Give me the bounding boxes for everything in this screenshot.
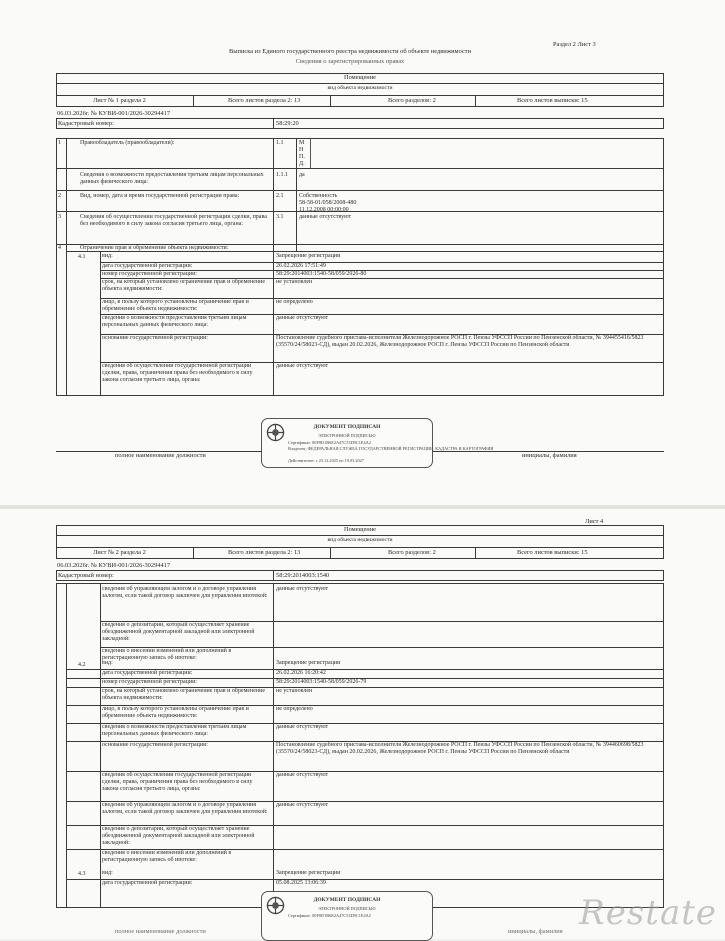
row-value: 05.08.2025 13:06:39 [276, 880, 326, 886]
row-label: номер государственной регистрации: [102, 679, 197, 685]
row-value: не установлен [276, 279, 313, 285]
row-label: основание государственной регистрации: [102, 335, 208, 341]
right-registration-label: Вид, номер, дата и время государственной регистрации права: [80, 193, 240, 199]
row-label: сведения о возможности предоставления третьим лицам персональных данных физического лица: [102, 724, 247, 737]
row-label: сведения об осуществлении государственной регистрации сделки, права, ограничения права без необходимого в силу закона согласия третьего лица, органа: [102, 363, 253, 383]
row-label: сведения о возможности предоставления третьим лицам персональных данных физического лица: [102, 315, 247, 328]
row-divider [66, 669, 664, 670]
row-label: срок, на который установлено ограничение прав и обременение объекта недвижимости: [102, 279, 265, 292]
sheet-label: Лист 4 [585, 518, 604, 525]
stamp-line-1: ЭЛЕКТРОННОЙ ПОДПИСЬЮ [318, 433, 376, 438]
row-label: номер государственной регистрации: [102, 271, 197, 277]
stamp-line-3: Владелец: ФЕДЕРАЛЬНАЯ СЛУЖБА ГОСУДАРСТВЕННОЙ РЕГИСТРАЦИИ, КАДАСТРА И КАРТОГРАФИИ [288, 446, 494, 451]
row-label: сведения об осуществлении государственной регистрации сделки, права, ограничения права без необходимого в силу закона согласия третьего лица, органа: [102, 772, 253, 792]
row-label: сведения о внесении изменений или дополнений в регистрационную запись об ипотеке: [102, 648, 232, 661]
row-value: Запрещение регистрации [276, 253, 341, 259]
row-value: Запрещение регистрации [276, 870, 341, 876]
stamp-title: ДОКУМЕНТ ПОДПИСАН [313, 897, 381, 903]
row-label: вид: [102, 870, 113, 876]
row-3-number: 3 [58, 214, 61, 220]
object-type-caption: вид объекта недвижимости [327, 537, 393, 543]
row-divider [66, 741, 664, 742]
consent-label: Сведения об осуществлении государственной регистрации сделки, права без необходимого в силу закона согласия третьего лица, органа: [80, 214, 267, 227]
sheet-number: Лист № 2 раздела 2 [93, 549, 146, 556]
personal-data-label: Сведения о возможности предоставления третьим лицам персональных данных физического лица: [80, 172, 264, 185]
encumbrance-4-1-number: 4.1 [78, 254, 86, 260]
row-value: данные отсутствуют [276, 586, 329, 592]
right-registration-sub-number: 2.1 [276, 193, 284, 199]
row-divider [100, 262, 664, 263]
date-number: 06.03.2026г. № КУВИ-001/2026-30294417 [57, 110, 171, 117]
total-sheets-section: Всего листов раздела 2: 13 [228, 549, 301, 556]
row-value: Постановление судебного пристава-исполнителя Железнодорожное РОСП г. Пензы УФССП России по Пензенской области, № 394455416/5823 (35570/24/58023-СД), выдан 20.02.2026, Железнодорожное РОСП г. Пензы УФССП России по Пензенской области [276, 335, 644, 348]
row-divider [100, 270, 664, 271]
row-label: сведения об управляющем залогом и о договоре управления залогом, если такой договор заключен для управления ипотекой: [102, 586, 268, 599]
row-value: не определено [276, 299, 313, 305]
personal-data-value: да [299, 172, 305, 178]
document-title: Выписка из Единого государственного реестра недвижимости об объекте недвижимости [228, 48, 471, 55]
row-value: данные отсутствуют [276, 772, 329, 778]
encumbrance-4-2-number: 4.2 [78, 662, 86, 668]
row-divider [66, 771, 664, 772]
row-divider [100, 647, 664, 648]
row-divider [66, 723, 664, 724]
personal-data-sub-number: 1.1.1 [276, 172, 288, 178]
consent-sub-number: 3.1 [276, 214, 284, 220]
row-label: сведения об управляющем залогом и о договоре управления залогом, если такой договор заключен для управления ипотекой: [102, 802, 268, 815]
restate-watermark: Restate [579, 893, 717, 933]
footer-position-caption: полное наименование должности [115, 452, 206, 459]
row-value: 58:29:2014003:1540-58/059/2026-79 [276, 679, 367, 685]
row-1-number: 1 [58, 140, 61, 146]
cadastral-value: 58:29:20 [276, 120, 299, 127]
total-sheets-section: Всего листов раздела 2: 13 [228, 97, 301, 104]
holder-value: М Н П. Д. [299, 140, 305, 167]
extract-page-2 [0, 509, 725, 939]
row-value: данные отсутствуют [276, 724, 329, 730]
row-divider [66, 678, 664, 679]
row-value: Постановление судебного пристава-исполнителя Железнодорожное РОСП г. Пензы УФССП России по Пензенской области, № 394460698/5823 (35570/24/58023-СД), выдан 20.02.2026, Железнодорожное РОСП г. Пензы УФССП России по Пензенской области [276, 742, 644, 755]
row-label: дата государственной регистрации: [102, 880, 193, 886]
section-sheet-label: Раздел 2 Лист 3 [553, 41, 596, 48]
row-divider [100, 334, 664, 335]
total-sections: Всего разделов: 2 [388, 97, 436, 104]
row-value: 26.02.2026 17:51:49 [276, 263, 326, 269]
row-label: сведения о внесении изменений или дополнений в регистрационную запись об ипотеке: [102, 850, 232, 863]
holder-label: Правообладатель (правообладатели): [80, 140, 175, 146]
footer-name-caption: инициалы, фамилия [508, 928, 563, 935]
encumbrance-4-3-number: 4.3 [78, 871, 86, 877]
right-registration-value: Собственность 58-58-01/058/2008-480 11.12.2008 00:00:00 [299, 193, 357, 213]
row-value: не определено [276, 706, 313, 712]
row-label: лицо, в пользу которого установлены ограничение прав и обременение объекта недвижимости: [102, 706, 249, 719]
total-sections: Всего разделов: 2 [388, 549, 436, 556]
encumbrance-label: Ограничение прав и обременение объекта недвижимости: [80, 245, 229, 251]
footer-name-caption: инициалы, фамилия [522, 452, 577, 459]
row-label: вид: [102, 253, 113, 259]
footer-position-caption: полное наименование должности [115, 928, 206, 935]
row-value: 26.02.2026 16:20:42 [276, 670, 326, 676]
row-divider [66, 705, 664, 706]
object-type: Помещение [343, 526, 376, 533]
stamp-title: ДОКУМЕНТ ПОДПИСАН [313, 424, 381, 430]
holder-sub-number: 1.1 [276, 140, 284, 146]
row-value: не установлен [276, 688, 313, 694]
row-label: лицо, в пользу которого установлены ограничение прав и обременение объекта недвижимости: [102, 299, 249, 312]
digital-signature-stamp [261, 418, 494, 468]
row-divider [66, 879, 664, 880]
date-number: 06.03.2026г. № КУВИ-001/2026-30294417 [57, 562, 171, 569]
row-value: данные отсутствуют [276, 363, 329, 369]
row-divider [100, 278, 664, 279]
cadastral-row [56, 118, 664, 129]
row-2-number: 2 [58, 193, 61, 199]
row-divider [66, 801, 664, 802]
row-label: сведения о депозитарии, который осуществляет хранение обездвиженной документарной закладной или электронной закладной: [102, 826, 255, 846]
row-divider [100, 314, 664, 315]
total-sheets-extract: Всего листов выписки: 15 [517, 97, 588, 104]
object-type-caption: вид объекта недвижимости [327, 85, 393, 91]
row-divider [100, 362, 664, 363]
stamp-line-4: Действителен: с 23.12.2025 по 19.03.2027 [288, 458, 364, 463]
row-label: срок, на который установлено ограничение прав и обременение объекта недвижимости: [102, 688, 265, 701]
row-label: основание государственной регистрации: [102, 742, 208, 748]
row-value: Запрещение регистрации [276, 660, 341, 666]
stamp-line-1: ЭЛЕКТРОННОЙ ПОДПИСЬЮ [318, 906, 376, 911]
cadastral-label: Кадастровый номер: [58, 120, 114, 127]
row-divider [66, 849, 664, 850]
total-sheets-extract: Всего листов выписки: 15 [517, 549, 588, 556]
row-value: данные отсутствуют [276, 315, 329, 321]
row-4-number: 4 [58, 245, 61, 251]
row-divider [66, 825, 664, 826]
consent-value: данные отсутствуют [299, 214, 352, 220]
digital-signature-stamp [261, 891, 433, 941]
object-type: Помещение [343, 74, 376, 81]
cadastral-label: Кадастровый номер: [58, 572, 114, 579]
cadastral-value: 58:29:2014003:1540 [276, 572, 330, 579]
row-label: сведения о депозитарии, который осуществляет хранение обездвиженной документарной закладной или электронной закладной: [102, 622, 255, 642]
row-divider [100, 298, 664, 299]
row-value: 58:29:2014003:1540-58/059/2026-80 [276, 271, 367, 277]
cadastral-row [56, 570, 664, 581]
stamp-line-2: Сертификат: 00F8D1B6E2A47C53D9C1E4A2 [288, 913, 371, 918]
row-label: вид: [102, 660, 113, 666]
row-label: дата государственной регистрации: [102, 670, 193, 676]
row-divider [66, 687, 664, 688]
row-divider [100, 621, 664, 622]
document-subtitle: Сведения о зарегистрированных правах [295, 58, 405, 65]
stamp-line-2: Сертификат: 00F8D1B6E2A47C53D9C1E4A2 [288, 440, 371, 445]
row-label: дата государственной регистрации: [102, 263, 193, 269]
sheet-number: Лист № 1 раздела 2 [93, 97, 146, 104]
row-value: данные отсутствуют [276, 802, 329, 808]
